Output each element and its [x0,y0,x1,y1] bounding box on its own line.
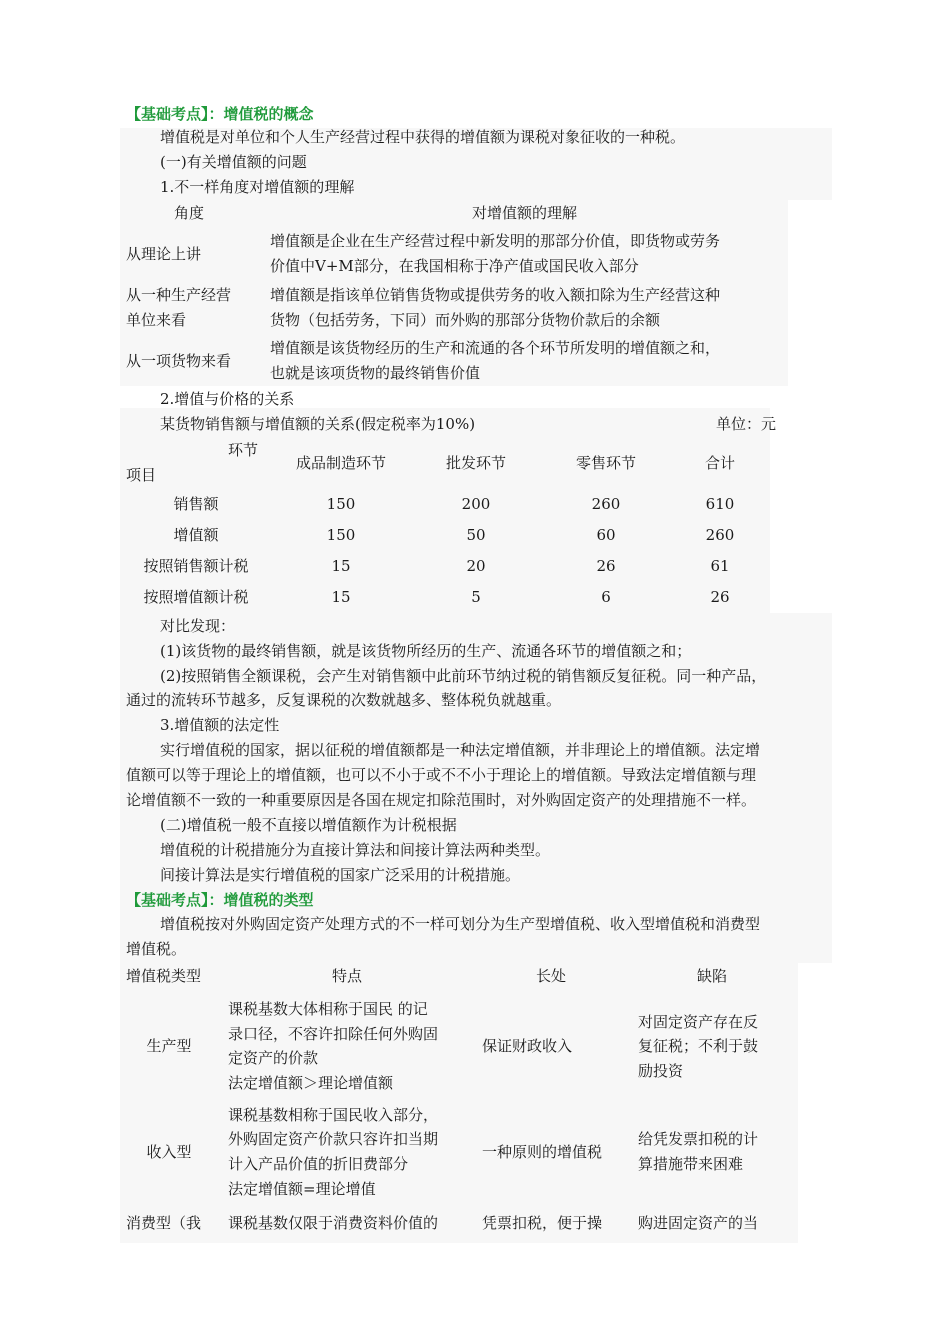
table1-row2-angle2: 单位来看 [126,311,187,329]
table3-row1-feature-4: 法定增值额＞理论增值额 [228,1074,394,1092]
subheading-2: (二)增值税一般不直接以增值额作为计税根据 [160,816,457,834]
table1-row1-text2: 价值中V+M部分，在我国相称于净产值或国民收入部分 [270,257,639,275]
table3-row2-defect-2: 算措施带来困难 [638,1155,744,1173]
compare-point-2b: 通过的流转环节越多，反复课税的次数就越多、整体税负就越重。 [126,691,562,709]
table2-row4-v1: 15 [331,588,351,606]
table2-row1-label: 销售额 [173,495,219,513]
table2-row3-v4: 61 [710,557,730,575]
table1-row1-angle: 从理论上讲 [126,245,202,263]
table2-row3-v1: 15 [331,557,351,575]
table2-header-wholesale: 批发环节 [445,454,506,472]
table2-header-manufacturing: 成品制造环节 [295,454,386,472]
table3-row1-defect-1: 对固定资产存在反 [638,1013,759,1031]
table2-row2-v4: 260 [705,526,735,544]
table3-row3-merit: 凭票扣税，便于操 [482,1214,603,1232]
table3-row3-defect-1: 购进固定资产的当 [638,1214,759,1232]
table2-row4-v3: 6 [601,588,611,606]
table3-row1-type: 生产型 [146,1037,192,1055]
table3-header-type: 增值税类型 [126,967,202,985]
table2-corner-top: 环节 [228,441,259,459]
table3-header-feature: 特点 [331,967,362,985]
table1-header-understanding: 对增值额的理解 [472,204,578,222]
compare-point-1: (1)该货物的最终销售额，就是该货物所经历的生产、流通各环节的增值额之和； [160,642,692,660]
table2-unit: 单位：元 [716,415,777,433]
types-intro-a: 增值税按对外购固定资产处理方式的不一样可划分为生产型增值税、收入型增值税和消费型 [160,915,761,933]
table3-row3-feature-1: 课税基数仅限于消费资料价值的 [228,1214,439,1232]
table2-row2-v3: 60 [596,526,616,544]
table2-caption: 某货物销售额与增值额的关系(假定税率为10%) [160,415,476,433]
subheading-1-2: 2.增值与价格的关系 [160,390,295,408]
legal-para-b: 值额可以等于理论上的增值额，也可以不小于或不不小于理论上的增值额。导致法定增值额与理 [126,766,757,784]
table1-row2-text1: 增值额是指该单位销售货物或提供劳务的收入额扣除为生产经营这种 [270,286,721,304]
table2-row4-v2: 5 [471,588,481,606]
table2-row1-v3: 260 [591,495,621,513]
compare-point-2a: (2)按照销售全额课税，会产生对销售额中此前环节纳过税的销售额反复征税。同一种产品， [160,667,767,685]
table1-row3-angle: 从一项货物来看 [126,352,232,370]
section-heading-types: 【基础考点】：增值税的类型 [126,891,314,909]
table3-row1-defect-3: 励投资 [638,1062,684,1080]
table3-row2-type: 收入型 [146,1143,192,1161]
table3-header-merit: 长处 [535,967,566,985]
table1-row2-text2: 货物（包括劳务，下同）而外购的那部分货物价款后的余额 [270,311,661,329]
table3-row2-merit: 一种原则的增值税 [482,1143,603,1161]
table3-row1-merit: 保证财政收入 [482,1037,573,1055]
table2-row3-label: 按照销售额计税 [143,557,249,575]
table2-row1-v1: 150 [326,495,356,513]
subheading-1-3: 3.增值额的法定性 [160,716,280,734]
table1-row1-text1: 增值额是企业在生产经营过程中新发明的那部分价值，即货物或劳务 [270,232,721,250]
table3-header-defect: 缺陷 [696,967,727,985]
table1-header-angle: 角度 [174,204,205,222]
table1-row3-text2: 也就是该项货物的最终销售价值 [270,364,481,382]
table2-row2-v1: 150 [326,526,356,544]
table2-row4-label: 按照增值额计税 [143,588,249,606]
shade-table3 [120,963,798,1243]
table2-header-total: 合计 [704,454,735,472]
table3-row1-feature-1: 课税基数大体相称于国民 的记 [228,1000,428,1018]
legal-para-c: 论增值额不一致的一种重要原因是各国在规定扣除范围时，对外购固定资产的处理措施不一样。 [126,791,757,809]
table2-header-retail: 零售环节 [575,454,636,472]
table3-row1-feature-2: 录口径，不容许扣除任何外购固 [228,1025,439,1043]
paragraph-intro: 增值税是对单位和个人生产经营过程中获得的增值额为课税对象征收的一种税。 [160,128,686,146]
table3-row1-feature-3: 定资产的价款 [228,1049,319,1067]
table3-row2-feature-3: 计入产品价值的折旧费部分 [228,1155,409,1173]
types-intro-b: 增值税。 [126,940,187,958]
table2-row2-v2: 50 [466,526,486,544]
table2-row1-v4: 610 [705,495,735,513]
table2-row4-v4: 26 [710,588,730,606]
table2-row2-label: 增值额 [173,526,219,544]
legal-para-a: 实行增值税的国家，据以征税的增值额都是一种法定增值额，并非理论上的增值额。法定增 [160,741,761,759]
table1-row2-angle1: 从一种生产经营 [126,286,232,304]
table2-corner-bottom: 项目 [126,466,157,484]
table3-row3-type: 消费型（我 [126,1214,202,1232]
section-heading-concept: 【基础考点】：增值税的概念 [126,105,314,123]
table1-row3-text1: 增值额是该货物经历的生产和流通的各个环节所发明的增值额之和， [270,339,721,357]
table3-row1-defect-2: 复征税；不利于鼓 [638,1037,759,1055]
method-para-1: 增值税的计税措施分为直接计算法和间接计算法两种类型。 [160,841,551,859]
table2-row3-v3: 26 [596,557,616,575]
table2-row1-v2: 200 [461,495,491,513]
table2-row3-v2: 20 [466,557,486,575]
subheading-1-1: 1.不一样角度对增值额的理解 [160,178,355,196]
method-para-2: 间接计算法是实行增值税的国家广泛采用的计税措施。 [160,866,521,884]
subheading-1: (一)有关增值额的问题 [160,153,307,171]
table3-row2-feature-1: 课税基数相称于国民收入部分， [228,1106,439,1124]
table3-row2-feature-2: 外购固定资产价款只容许扣当期 [228,1130,439,1148]
compare-title: 对比发现： [160,617,236,635]
table3-row2-feature-4: 法定增值额=理论增值 [228,1180,376,1198]
table3-row2-defect-1: 给凭发票扣税的计 [638,1130,759,1148]
